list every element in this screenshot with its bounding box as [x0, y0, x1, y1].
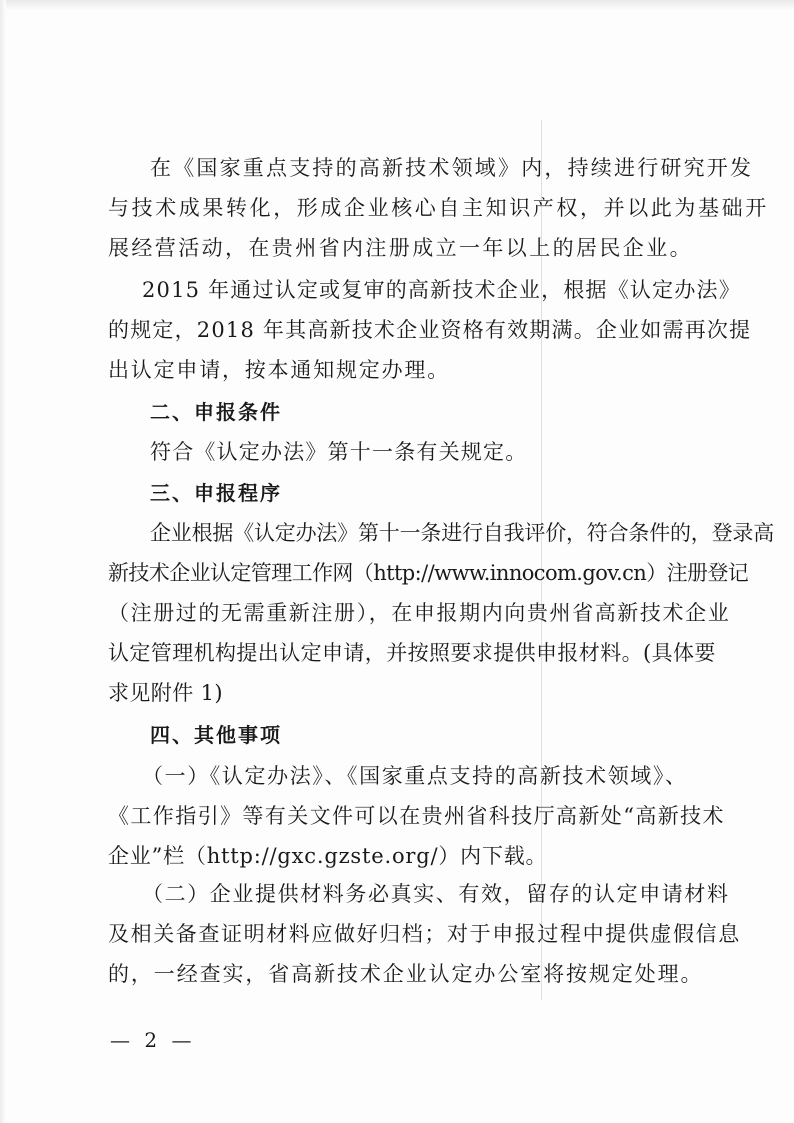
paragraph-line: 《工作指引》等有关文件可以在贵州省科技厅高新处“高新技术 [108, 804, 725, 828]
scan-shadow-left [0, 0, 6, 1123]
section-heading-2: 二、申报条件 [150, 400, 282, 424]
paragraph-line: 展经营活动，在贵州省内注册成立一年以上的居民企业。 [108, 236, 693, 260]
paragraph-line: 的，一经查实，省高新技术企业认定办公室将按规定处理。 [108, 962, 704, 986]
scan-shadow-top [0, 0, 794, 10]
page-number: — 2 — [110, 1028, 196, 1052]
paragraph-line: （注册过的无需重新注册），在申报期内向贵州省高新技术企业 [108, 601, 731, 625]
paragraph-line: 2015 年通过认定或复审的高新技术企业，根据《认定办法》 [142, 278, 741, 302]
paragraph-line: 及相关备查证明材料应做好归档；对于申报过程中提供虚假信息 [108, 922, 741, 946]
paragraph-line: 的规定，2018 年其高新技术企业资格有效期满。企业如需再次提 [108, 318, 752, 342]
paragraph-line: （二）企业提供材料务必真实、有效，留存的认定申请材料 [142, 882, 730, 906]
paragraph-line: （一）《认定办法》、《国家重点支持的高新技术领域》、 [142, 764, 688, 788]
paragraph-line: 求见附件 1) [108, 681, 224, 705]
paragraph-line: 与技术成果转化，形成企业核心自主知识产权，并以此为基础开 [108, 196, 769, 220]
paragraph-line: 认定管理机构提出认定申请，并按照要求提供申报材料。(具体要 [108, 641, 716, 665]
section-heading-3: 三、申报程序 [150, 481, 282, 505]
paragraph-line: 出认定申请，按本通知规定办理。 [108, 358, 450, 382]
section-heading-4: 四、其他事项 [150, 723, 282, 747]
paragraph-line: 新技术企业认定管理工作网（http://www.innocom.gov.cn）注册登记 [108, 561, 749, 585]
paragraph-line: 企业”栏（http://gxc.gzste.org/）内下载。 [108, 844, 548, 868]
paragraph-line: 在《国家重点支持的高新技术领域》内，持续进行研究开发 [150, 156, 754, 180]
paragraph-line: 企业根据《认定办法》第十一条进行自我评价，符合条件的，登录高 [150, 521, 774, 545]
paragraph-line: 符合《认定办法》第十一条有关规定。 [150, 440, 528, 464]
